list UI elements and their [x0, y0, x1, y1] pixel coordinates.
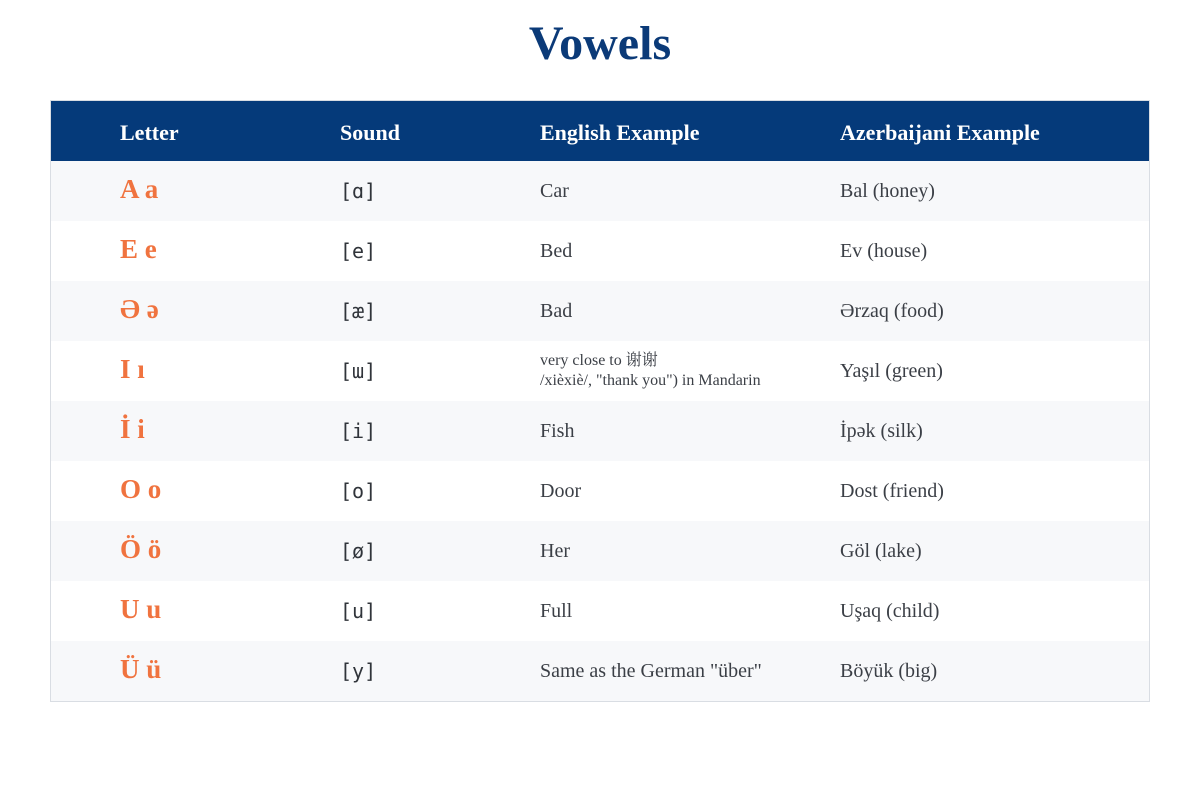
azerbaijani-example-cell: Göl (lake) — [840, 539, 922, 562]
english-example-line-1: very close to 谢谢 — [540, 352, 658, 369]
azerbaijani-example-cell: Ərzaq (food) — [840, 299, 944, 322]
letter-cell: İ i — [120, 414, 145, 444]
table-row — [51, 521, 1149, 581]
sound-cell: [e] — [340, 239, 377, 263]
english-example-cell: Bad — [540, 299, 573, 322]
table-row — [51, 401, 1149, 461]
english-example-cell: Fish — [540, 419, 575, 442]
sound-cell: [o] — [340, 479, 377, 503]
english-example-cell: Her — [540, 539, 570, 562]
sound-cell: [æ] — [340, 299, 377, 323]
azerbaijani-example-cell: İpək (silk) — [840, 419, 923, 442]
english-example-cell: Bed — [540, 239, 573, 262]
letter-cell: I ı — [120, 354, 145, 384]
letter-cell: U u — [120, 594, 162, 624]
letter-cell: Ü ü — [120, 654, 162, 684]
table-row — [51, 221, 1149, 281]
azerbaijani-example-cell: Bal (honey) — [840, 179, 935, 202]
sound-cell: [i] — [340, 419, 377, 443]
english-example-line-2: /xièxiè/, "thank you") in Mandarin — [540, 372, 761, 389]
azerbaijani-example-cell: Yaşıl (green) — [840, 359, 943, 382]
table-row — [51, 161, 1149, 221]
sound-cell: [u] — [340, 599, 377, 623]
header-sound: Sound — [340, 120, 400, 145]
azerbaijani-example-cell: Ev (house) — [840, 239, 928, 262]
english-example-cell: Door — [540, 479, 582, 502]
table-row — [51, 281, 1149, 341]
table-row — [51, 581, 1149, 641]
table-row — [51, 341, 1149, 401]
header-letter: Letter — [120, 120, 179, 145]
letter-cell: Ə ə — [120, 294, 159, 324]
letter-cell: A a — [120, 174, 159, 204]
sound-cell: [ɯ] — [340, 359, 377, 383]
english-example-cell: Full — [540, 599, 573, 622]
letter-cell: O o — [120, 474, 162, 504]
header-azerbaijani-example: Azerbaijani Example — [840, 120, 1040, 145]
sound-cell: [y] — [340, 659, 377, 683]
sound-cell: [ø] — [340, 539, 377, 563]
azerbaijani-example-cell: Böyük (big) — [840, 659, 938, 682]
sound-cell: [ɑ] — [340, 179, 377, 203]
letter-cell: E e — [120, 234, 157, 264]
table-header-row — [51, 101, 1149, 161]
english-example-cell — [540, 341, 761, 401]
azerbaijani-example-cell: Uşaq (child) — [840, 599, 940, 622]
page-title: Vowels — [528, 17, 672, 70]
letter-cell: Ö ö — [120, 534, 162, 564]
english-example-cell: Same as the German "über" — [540, 659, 762, 682]
vowels-table — [50, 100, 1150, 702]
table-row — [51, 641, 1149, 701]
english-example-cell: Car — [540, 179, 569, 202]
table-row — [51, 461, 1149, 521]
azerbaijani-example-cell: Dost (friend) — [840, 479, 944, 502]
header-english-example: English Example — [540, 120, 700, 145]
